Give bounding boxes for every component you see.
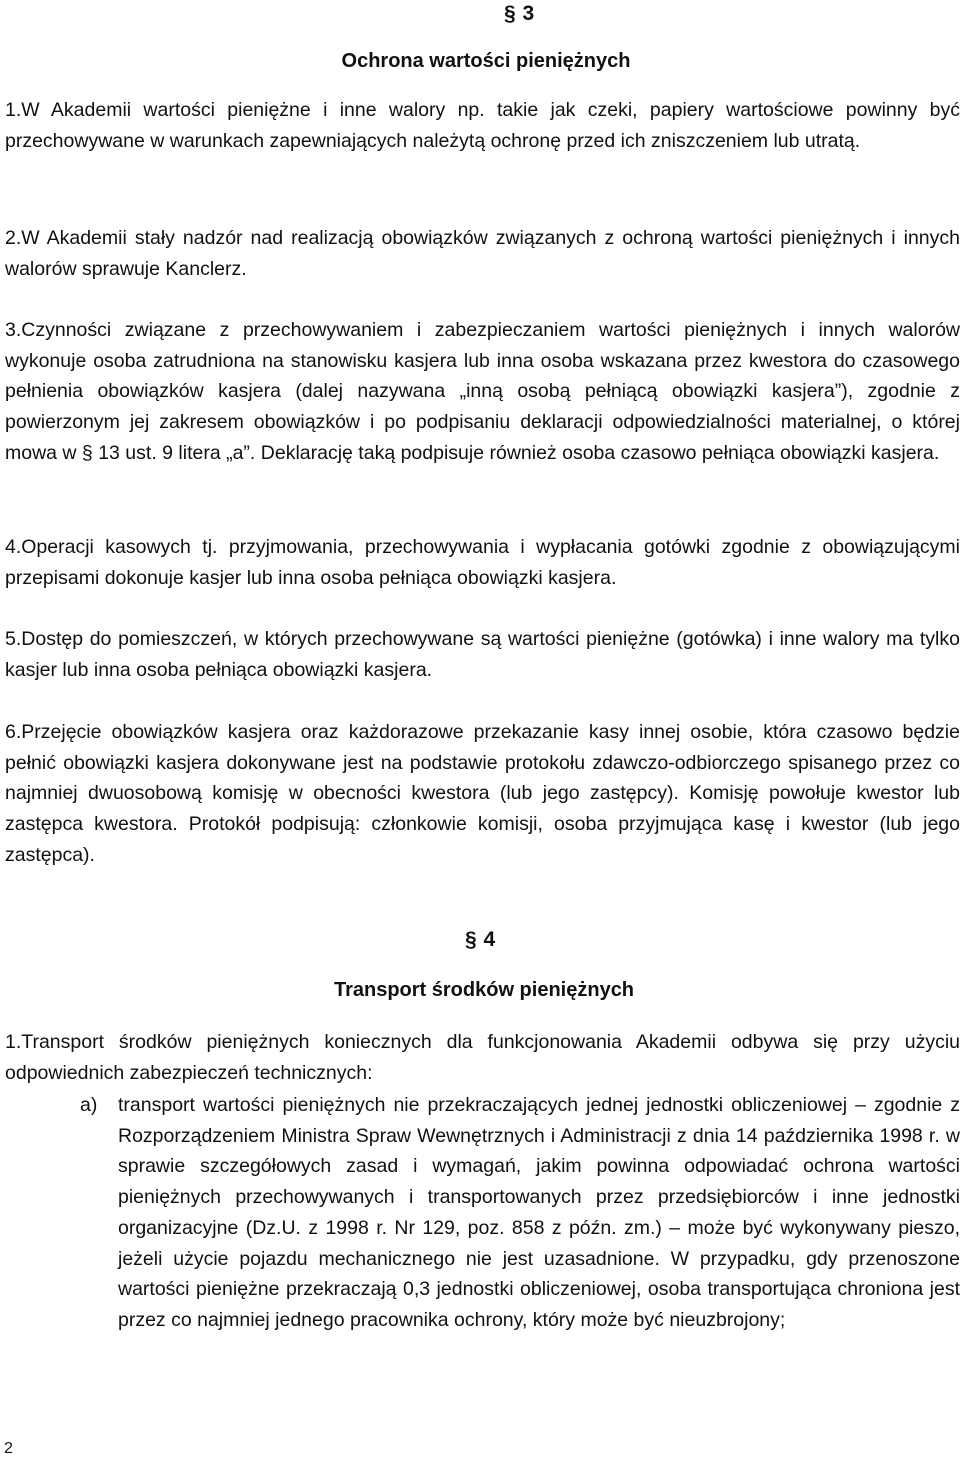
section-3-mark: § 3 (504, 2, 535, 25)
section-3-paragraph-4: 4.Operacji kasowych tj. przyjmowania, przechowywania i wypłacania gotówki zgodnie z obowiązującymi przepisami dokonuje kasjer lub inna osoba pełniąca obowiązki kasjera. (5, 536, 960, 589)
section-3-paragraph-2: 2.W Akademii stały nadzór nad realizacją obowiązków związanych z ochroną wartości pieniężnych i innych walorów sprawuje Kanclerz. (5, 227, 960, 280)
list-item-marker: a) (80, 1094, 98, 1116)
section-4-title: Transport środków pieniężnych (333, 979, 635, 1001)
section-3-title: Ochrona wartości pieniężnych (341, 50, 631, 72)
section-4-list-item-a (80, 1090, 960, 1336)
section-3-paragraph-1: 1.W Akademii wartości pieniężne i inne walory np. takie jak czeki, papiery wartościowe powinny być przechowywane w warunkach zapewniających należytą ochronę przed ich zniszczeniem lub utratą. (5, 99, 960, 152)
section-4-mark: § 4 (465, 928, 496, 951)
section-4-intro: 1.Transport środków pieniężnych koniecznych dla funkcjonowania Akademii odbywa się przy użyciu odpowiednich zabezpieczeń technicznych: (5, 1031, 960, 1084)
section-3-paragraph-3: 3.Czynności związane z przechowywaniem i zabezpieczaniem wartości pieniężnych i innych walorów wykonuje osoba zatrudniona na stanowisku kasjera lub inna osoba wskazana przez kwestora do czasowego pełnienia obowiązków kasjera (dalej nazywana „inną osobą pełniącą obowiązki kasjera”), zgodnie z powierzonym jej zakresem obowiązków i po podpisaniu deklaracji odpowiedzialności materialnej, o której mowa w § 13 ust. 9 litera „a”. Deklarację taką podpisuje również osoba czasowo pełniąca obowiązki kasjera. (5, 319, 960, 464)
section-3-paragraph-6: 6.Przejęcie obowiązków kasjera oraz każdorazowe przekazanie kasy innej osobie, która czasowo będzie pełnić obowiązki kasjera dokonywane jest na podstawie protokołu zdawczo-odbiorczego spisanego przez co najmniej dwuosobową komisję w obecności kwestora (lub jego zastępcy). Komisję powołuje kwestor lub zastępca kwestora. Protokół podpisują: członkowie komisji, osoba przyjmująca kasę i kwestor (lub jego zastępca). (5, 721, 960, 866)
section-3-paragraph-5: 5.Dostęp do pomieszczeń, w których przechowywane są wartości pieniężne (gotówka) i inne walory ma tylko kasjer lub inna osoba pełniąca obowiązki kasjera. (5, 628, 960, 681)
page-number: 2 (4, 1440, 13, 1457)
list-item-text: transport wartości pieniężnych nie przekraczających jednej jednostki obliczeniowej – zgodnie z Rozporządzeniem Ministra Spraw Wewnętrznych i Administracji z dnia 14 października 1998 r. w sprawie szczegółowych zasad i wymagań, jakim powinna odpowiadać ochrona wartości pieniężnych przechowywanych i transportowanych przez przedsiębiorców i inne jednostki organizacyjne (Dz.U. z 1998 r. Nr 129, poz. 858 z późn. zm.) – może być wykonywany pieszo, jeżeli użycie pojazdu mechanicznego nie jest uzasadnione. W przypadku, gdy przenoszone wartości pieniężne przekraczają 0,3 jednostki obliczeniowej, osoba transportująca chroniona jest przez co najmniej jednego pracownika ochrony, który może być nieuzbrojony; (118, 1094, 960, 1331)
